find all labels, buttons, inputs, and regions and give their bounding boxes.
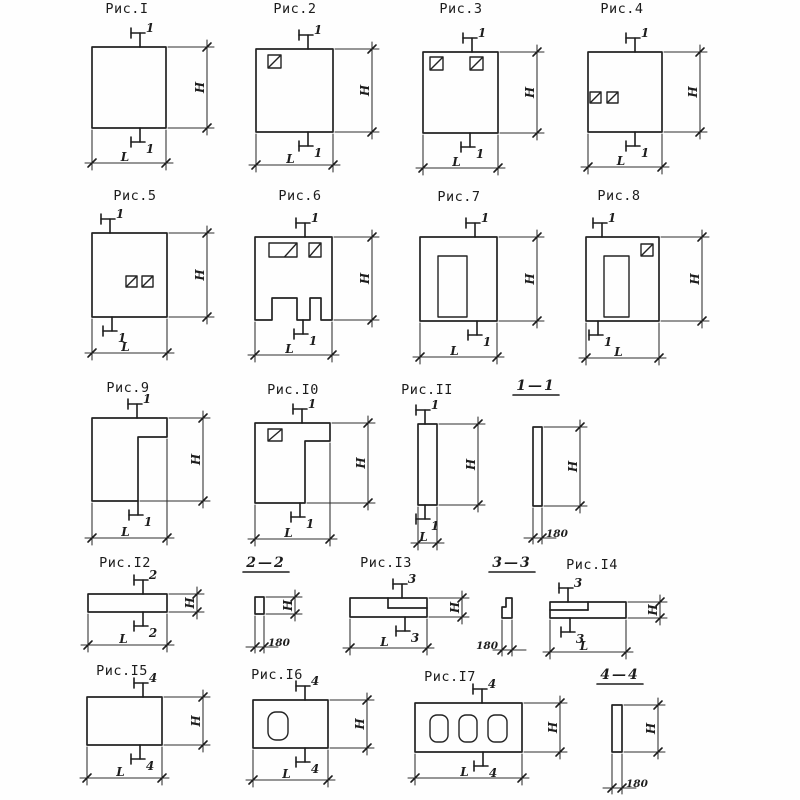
sec-1-1-dim-height-label: H [566, 460, 580, 473]
fig-14 [543, 557, 667, 659]
fig-11 [401, 382, 485, 550]
fig-14-section-mark-number: 3 [573, 576, 583, 590]
fig-11-label: Рис.II [401, 382, 453, 398]
fig-9-section-mark-number: 1 [143, 515, 153, 529]
fig-2-label: Рис.2 [273, 1, 317, 17]
sec-4-4-dim-height-label: H [644, 722, 658, 735]
fig-4 [581, 1, 707, 174]
fig-10-section-mark-number: 1 [307, 397, 317, 411]
sec-4-4 [597, 667, 665, 794]
fig-2-opening-diagonal [268, 55, 281, 68]
fig-17-dim-height-label: H [546, 721, 560, 734]
fig-17 [408, 669, 567, 785]
fig-16-dim-height-label: H [353, 718, 367, 730]
fig-17-opening [488, 715, 507, 742]
sec-3-3 [476, 555, 535, 656]
fig-6 [248, 188, 379, 362]
fig-7-section-mark-number: 1 [480, 211, 490, 225]
fig-6-opening-diagonal [284, 243, 297, 257]
fig-7-section-mark-number: 1 [482, 335, 492, 349]
fig-3-outline [423, 52, 498, 133]
fig-8 [579, 188, 709, 365]
fig-13-dim-length-label: L [380, 635, 389, 649]
fig-6-label: Рис.6 [278, 188, 322, 204]
fig-10-dim-height-label: H [354, 457, 368, 469]
sec-2-2-label: 2—2 [246, 555, 286, 571]
fig-17-outline [415, 703, 522, 752]
fig-4-label: Рис.4 [600, 1, 644, 17]
fig-17-opening [430, 715, 448, 742]
fig-9-section-mark-number: 1 [142, 392, 152, 406]
fig-4-section-mark-number: 1 [640, 146, 650, 160]
fig-16-section-mark-number: 4 [310, 762, 320, 776]
fig-3 [416, 1, 544, 175]
fig-1 [85, 1, 214, 170]
sec-1-1-dim-thickness-label: 180 [546, 528, 568, 540]
fig-7-dim-length-label: L [450, 344, 459, 358]
fig-7-label: Рис.7 [437, 189, 481, 205]
fig-4-opening-diagonal [607, 92, 618, 103]
fig-10-outline [255, 423, 330, 503]
fig-12-section-mark-number: 2 [148, 626, 158, 640]
fig-3-label: Рис.3 [439, 1, 483, 17]
fig-3-opening-diagonal [430, 57, 443, 70]
fig-8-dim-height-label: H [688, 273, 702, 285]
fig-6-dim-height-label: H [358, 272, 372, 285]
fig-17-section-mark-number: 4 [488, 766, 498, 780]
fig-6-section-mark-number: 1 [310, 211, 320, 225]
fig-16-opening [268, 712, 288, 740]
fig-3-section-mark-number: 1 [477, 26, 487, 40]
fig-16-outline [253, 700, 328, 748]
fig-5-section-mark-number: 1 [117, 331, 127, 345]
fig-15-label: Рис.I5 [96, 663, 148, 679]
fig-5-dim-length-label: L [121, 340, 130, 354]
fig-8-section-mark-number: 1 [603, 335, 613, 349]
fig-5-section-mark-number: 1 [115, 207, 125, 221]
fig-15-section-mark-number: 4 [148, 671, 158, 685]
fig-16 [246, 667, 374, 787]
fig-4-dim-height-label: H [686, 86, 700, 98]
fig-6-opening-diagonal [309, 243, 321, 257]
fig-12-section-mark-number: 2 [148, 568, 158, 582]
fig-5-label: Рис.5 [113, 188, 157, 204]
fig-16-section-mark-number: 4 [310, 674, 320, 688]
sec-4-4-dim-thickness-label: 180 [626, 778, 648, 790]
fig-7-opening [438, 256, 467, 317]
fig-11-section-mark-number: 1 [430, 519, 440, 533]
fig-15-dim-length-label: L [116, 765, 125, 779]
fig-7-dim-height-label: H [523, 273, 537, 285]
fig-13-section-mark-number: 3 [410, 631, 420, 645]
fig-8-opening [604, 256, 629, 317]
sec-4-4-outline [612, 705, 622, 752]
fig-12-dim-height-label: H [183, 597, 197, 609]
fig-4-section-mark-number: 1 [640, 26, 650, 40]
fig-17-opening [459, 715, 477, 742]
fig-10-label: Рис.I0 [267, 382, 319, 398]
fig-11-section-mark-number: 1 [430, 398, 440, 412]
fig-9-label: Рис.9 [106, 380, 150, 396]
fig-3-opening-diagonal [470, 57, 483, 70]
fig-11-outline [418, 424, 437, 505]
fig-1-section-mark-number: 1 [145, 21, 155, 35]
fig-7 [413, 189, 544, 364]
fig-8-section-mark-number: 1 [607, 211, 617, 225]
fig-2-dim-length-label: L [286, 152, 295, 166]
sec-2-2-dim-thickness-label: 180 [268, 637, 290, 649]
fig-10 [248, 382, 375, 546]
fig-6-opening [269, 243, 297, 257]
fig-17-section-mark-number: 4 [487, 677, 497, 691]
sec-1-1 [513, 378, 587, 544]
fig-8-opening-diagonal [641, 244, 653, 256]
fig-8-label: Рис.8 [597, 188, 641, 204]
fig-3-dim-length-label: L [452, 155, 461, 169]
fig-1-dim-height-label: H [193, 81, 207, 94]
fig-4-opening-diagonal [590, 92, 601, 103]
fig-12-outline [88, 594, 167, 612]
fig-5 [85, 188, 214, 360]
fig-2-section-mark-number: 1 [313, 23, 323, 37]
fig-8-dim-length-label: L [614, 345, 623, 359]
fig-9-outline [92, 418, 167, 501]
fig-5-dim-height-label: H [193, 269, 207, 281]
fig-13-dim-height-label: H [448, 601, 462, 614]
fig-16-dim-length-label: L [282, 767, 291, 781]
fig-14-dim-height-label: H [646, 604, 660, 616]
fig-14-label: Рис.I4 [566, 557, 618, 573]
sec-3-3-outline [502, 598, 512, 618]
sec-3-3-dim-thickness-label: 180 [476, 640, 498, 652]
fig-15-dim-height-label: H [189, 715, 203, 727]
fig-13 [343, 555, 469, 655]
fig-5-opening-diagonal [126, 276, 137, 287]
fig-6-section-mark-number: 1 [308, 334, 318, 348]
fig-13-label: Рис.I3 [360, 555, 412, 571]
fig-12-dim-length-label: L [119, 632, 128, 646]
fig-9 [85, 380, 210, 545]
sec-2-2-outline [255, 597, 264, 614]
fig-11-dim-height-label: H [464, 458, 478, 471]
sec-1-1-outline [533, 427, 542, 506]
fig-15 [80, 663, 210, 785]
fig-9-dim-height-label: H [189, 453, 203, 466]
fig-5-opening-diagonal [142, 276, 153, 287]
fig-1-outline [92, 47, 166, 128]
fig-1-label: Рис.I [105, 1, 149, 17]
fig-3-section-mark-number: 1 [475, 147, 485, 161]
fig-15-outline [87, 697, 162, 745]
fig-12-label: Рис.I2 [99, 555, 151, 571]
fig-15-section-mark-number: 4 [145, 759, 155, 773]
fig-12 [81, 555, 204, 652]
sec-2-2-dim-height-label: H [281, 599, 295, 612]
fig-9-dim-length-label: L [121, 525, 130, 539]
fig-2 [249, 1, 379, 172]
fig-10-dim-length-label: L [284, 526, 293, 540]
fig-10-section-mark-number: 1 [305, 517, 315, 531]
fig-1-dim-length-label: L [120, 150, 130, 164]
fig-4-dim-length-label: L [616, 154, 626, 168]
fig-5-outline [92, 233, 167, 317]
fig-2-section-mark-number: 1 [313, 146, 323, 160]
fig-17-dim-length-label: L [460, 765, 469, 779]
fig-13-section-mark-number: 3 [407, 572, 417, 586]
fig-6-dim-length-label: L [285, 342, 294, 356]
sec-1-1-label: 1—1 [516, 378, 556, 394]
fig-2-dim-height-label: H [358, 84, 372, 97]
fig-14-section-mark-number: 3 [575, 632, 585, 646]
fig-7-outline [420, 237, 497, 321]
fig-3-dim-height-label: H [523, 86, 537, 99]
fig-17-label: Рис.I7 [424, 669, 476, 685]
sec-3-3-label: 3—3 [492, 555, 532, 571]
sec-2-2 [243, 555, 302, 653]
fig-16-label: Рис.I6 [251, 667, 303, 683]
sec-4-4-label: 4—4 [600, 667, 640, 683]
fig-11-dim-length-label: L [419, 530, 428, 544]
fig-1-section-mark-number: 1 [145, 142, 155, 156]
fig-14-dim-length-label: L [579, 639, 589, 653]
fig-10-opening-diagonal [268, 429, 282, 441]
